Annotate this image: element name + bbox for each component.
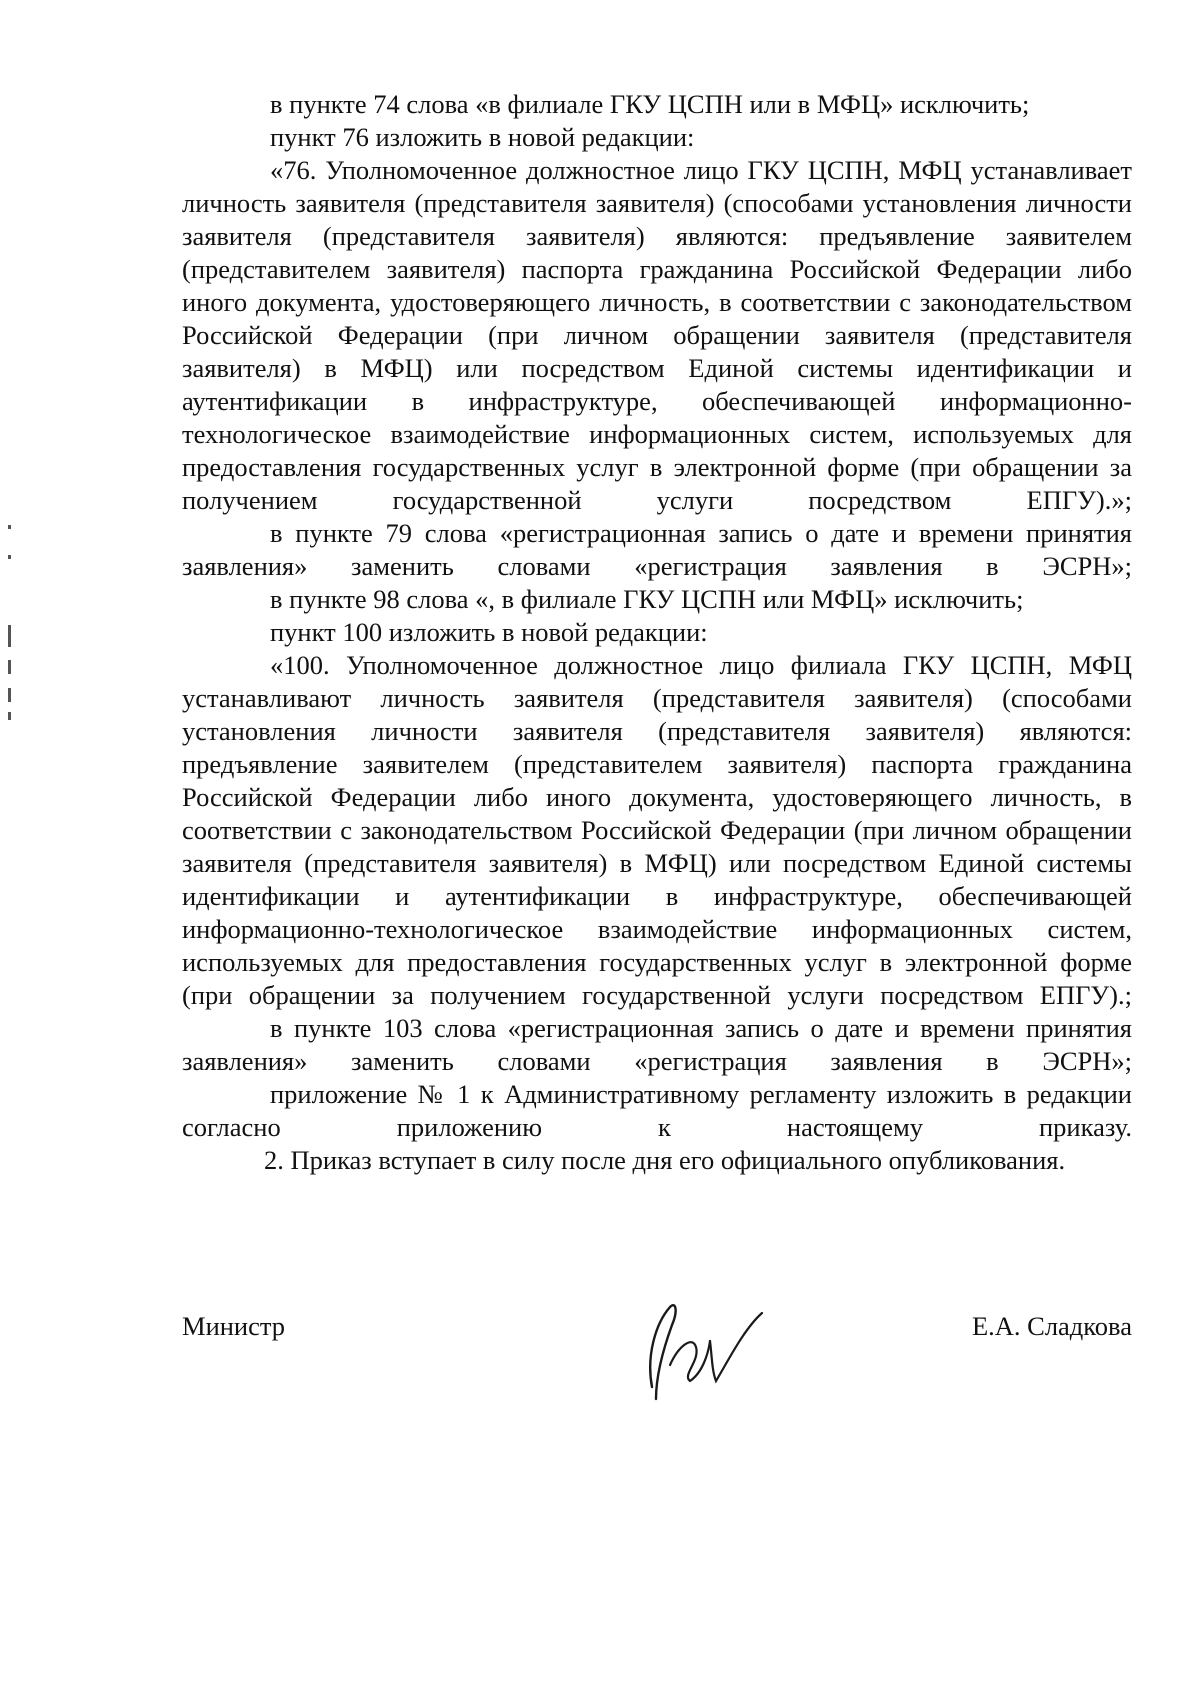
scan-artifact (8, 625, 11, 647)
paragraph-effective-date: 2. Приказ вступает в силу после дня его официального опубликования. (264, 1145, 1066, 1175)
scan-artifact (8, 525, 11, 529)
paragraph-item-76-text: «76. Уполномоченное должностное лицо ГКУ ЦСПН, МФЦ устанавливает личность заявителя (представителя заявителя) (способами установления личности заявителя (представителя заявителя) являются: предъявление заявителем (представителем заявителя) паспорта гражданина Российской Федерации либо иного документа, удостоверяющего личность, в соответствии с законодательством Российской Федерации (при личном обращении заявителя (представителя заявителя) в МФЦ) или посредством Единой системы идентификации и аутентификации в инфраструктуре, обеспечивающей информационно-технологическое взаимодействие информационных систем, используемых для предоставления государственных услуг в электронной форме (при обращении за получением государственной услуги посредством ЕПГУ).»; (182, 155, 1132, 515)
scan-artifact (8, 688, 11, 702)
paragraph-item-79: в пункте 79 слова «регистрационная запись о дате и времени принятия заявления» заменить словами «регистрация заявления в ЭСРН»; (182, 518, 1132, 581)
scan-artifact (8, 712, 11, 720)
paragraph-item-103: в пункте 103 слова «регистрационная запись о дате и времени принятия заявления» заменить словами «регистрация заявления в ЭСРН»; (182, 1013, 1132, 1076)
paragraph-item-100-intro: пункт 100 изложить в новой редакции: (270, 617, 708, 647)
document-body (182, 88, 1132, 1177)
handwritten-signature (612, 1295, 772, 1415)
paragraph-item-98: в пункте 98 слова «, в филиале ГКУ ЦСПН или МФЦ» исключить; (270, 584, 1024, 614)
paragraph-item-100-text: «100. Уполномоченное должностное лицо филиала ГКУ ЦСПН, МФЦ устанавливают личность заявителя (представителя заявителя) (способами установления личности заявителя (представителя заявителя) являются: предъявление заявителем (представителем заявителя) паспорта гражданина Российской Федерации либо иного документа, удостоверяющего личность, в соответствии с законодательством Российской Федерации (при личном обращении заявителя (представителя заявителя) в МФЦ) или посредством Единой системы идентификации и аутентификации в инфраструктуре, обеспечивающей информационно-технологическое взаимодействие информационных систем, используемых для предоставления государственных услуг в электронной форме (при обращении за получением государственной услуги посредством ЕПГУ).; (182, 650, 1132, 1010)
scan-artifact (8, 660, 11, 674)
paragraph-item-76-intro: пункт 76 изложить в новой редакции: (270, 122, 695, 152)
paragraph-item-74: в пункте 74 слова «в филиале ГКУ ЦСПН или в МФЦ» исключить; (270, 89, 1030, 119)
signature-block (182, 1295, 1132, 1415)
signer-position: Министр (182, 1311, 286, 1341)
signer-name: Е.А. Сладкова (971, 1311, 1132, 1341)
scan-artifact (8, 555, 11, 559)
paragraph-appendix: приложение № 1 к Административному регламенту изложить в редакции согласно приложению к настоящему приказу. (182, 1079, 1132, 1142)
